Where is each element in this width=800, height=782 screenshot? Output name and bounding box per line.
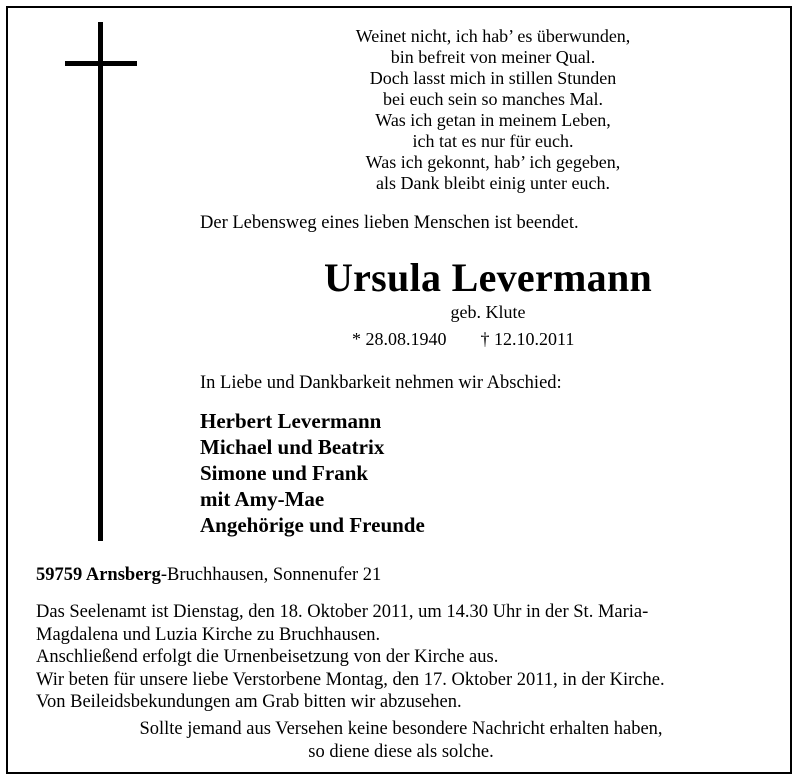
- poem: [258, 26, 728, 194]
- life-dates: [352, 329, 574, 350]
- closing-note: [36, 718, 766, 763]
- service-line: Magdalena und Luzia Kirche zu Bruchhausen.: [36, 624, 381, 645]
- poem-line: als Dank bleibt einig unter euch.: [376, 173, 610, 193]
- birth-date: * 28.08.1940: [352, 329, 447, 349]
- mourner: Michael und Beatrix: [200, 435, 385, 459]
- service-info: [36, 601, 766, 714]
- mourners-list: [200, 408, 425, 538]
- birth-name: geb. Klute: [450, 302, 526, 322]
- closing-line: so diene diese als solche.: [308, 741, 494, 762]
- poem-line: Was ich getan in meinem Leben,: [375, 110, 611, 130]
- address: [36, 565, 381, 586]
- deceased-name: Ursula Levermann: [323, 255, 653, 300]
- poem-line: Doch lasst mich in stillen Stunden: [369, 68, 617, 88]
- poem-line: bei euch sein so manches Mal.: [383, 89, 603, 109]
- poem-line: ich tat es nur für euch.: [412, 131, 574, 151]
- service-line: Das Seelenamt ist Dienstag, den 18. Oktober 2011, um 14.30 Uhr in der St. Maria-: [36, 602, 649, 622]
- poem-line: bin befreit von meiner Qual.: [390, 47, 596, 67]
- obituary-notice: [6, 6, 792, 774]
- service-line: Von Beileidsbekundungen am Grab bitten wir abzusehen.: [36, 692, 462, 712]
- service-line: Anschließend erfolgt die Urnenbeisetzung von der Kirche aus.: [36, 647, 499, 667]
- mourner: mit Amy-Mae: [200, 487, 325, 511]
- death-date: † 12.10.2011: [480, 329, 575, 349]
- address-street: -Bruchhausen, Sonnenufer 21: [160, 565, 382, 585]
- poem-line: Was ich gekonnt, hab’ ich gegeben,: [365, 152, 621, 172]
- closing-line: Sollte jemand aus Versehen keine besondere Nachricht erhalten haben,: [139, 719, 663, 739]
- cross-icon-bar: [65, 61, 137, 66]
- poem-line: Weinet nicht, ich hab’ es überwunden,: [355, 26, 631, 46]
- intro-text: Der Lebensweg eines lieben Menschen ist beendet.: [200, 213, 579, 233]
- farewell-text: In Liebe und Dankbarkeit nehmen wir Abschied:: [200, 373, 562, 393]
- mourner: Simone und Frank: [200, 461, 369, 485]
- address-city: 59759 Arnsberg: [36, 565, 161, 585]
- cross-icon: [98, 22, 103, 541]
- mourner: Angehörige und Freunde: [200, 513, 425, 537]
- mourner: Herbert Levermann: [200, 409, 382, 433]
- service-line: Wir beten für unsere liebe Verstorbene Montag, den 17. Oktober 2011, in der Kirche.: [36, 669, 665, 690]
